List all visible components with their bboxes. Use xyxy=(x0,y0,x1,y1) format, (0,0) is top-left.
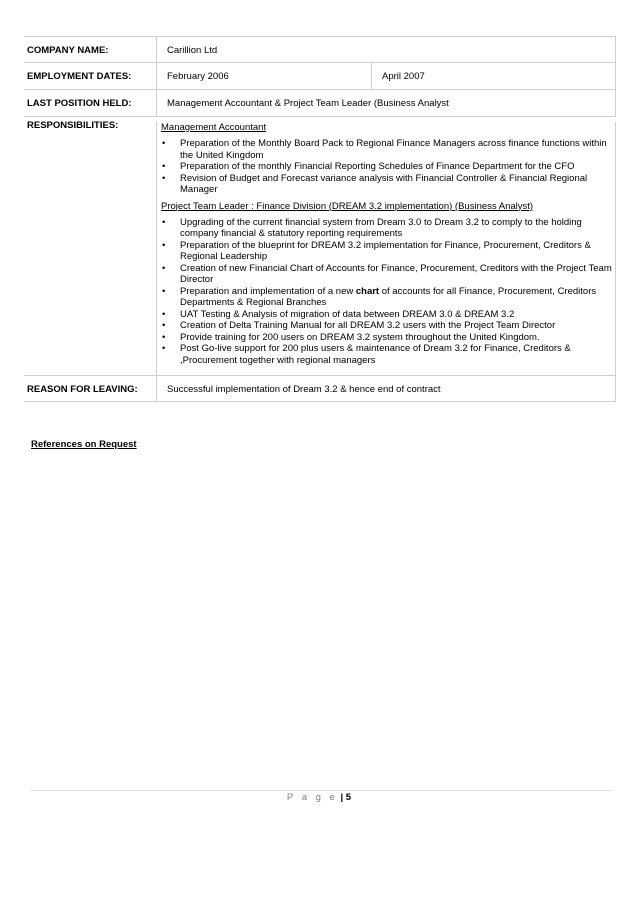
item-text-pre: Preparation and implementation of a new xyxy=(180,285,356,297)
item-text-bold: chart xyxy=(355,285,380,297)
list-item: • Provide training for 200 users on DREAM 3.2 system throughout the United Kingdom. xyxy=(161,332,615,344)
list-item: • Post Go-live support for 200 plus users & maintenance of Dream 3.2 for Finance, Creditors & ,Procurement together with regional managers xyxy=(161,343,615,366)
company-row xyxy=(24,36,616,62)
position-cell xyxy=(156,90,616,116)
employment-table xyxy=(24,36,616,402)
section2-list xyxy=(161,217,615,367)
list-item: • UAT Testing & Analysis of migration of data between DREAM 3.0 & DREAM 3.2 xyxy=(161,309,615,321)
page-word: P a g e xyxy=(286,792,338,803)
page-number xyxy=(0,792,638,803)
list-item: • Preparation of the Monthly Board Pack to Regional Finance Managers across finance functions within the United Kingdom xyxy=(161,138,615,161)
company-label: COMPANY NAME: xyxy=(27,45,109,56)
reason-label: REASON FOR LEAVING: xyxy=(27,384,138,395)
company-cell xyxy=(156,37,616,62)
dates-label: EMPLOYMENT DATES: xyxy=(27,71,132,82)
list-item: • Creation of Delta Training Manual for all DREAM 3.2 users with the Project Team Director xyxy=(161,320,615,332)
responsibilities-row xyxy=(24,116,616,375)
date-start: February 2006 xyxy=(167,71,229,82)
position-label: LAST POSITION HELD: xyxy=(27,98,132,109)
list-item: • Preparation of the monthly Financial Reporting Schedules of Finance Department for the CFO xyxy=(161,161,615,173)
page-sep: | 5 xyxy=(340,792,352,803)
list-item: • Upgrading of the current financial system from Dream 3.0 to Dream 3.2 to comply to the holding company financial & statutory reporting requirements xyxy=(161,217,615,240)
date-end: April 2007 xyxy=(382,71,425,82)
responsibilities-label: RESPONSIBILITIES: xyxy=(27,120,119,131)
position-row xyxy=(24,89,616,116)
item-text-post: of accounts for all Finance, Procurement, Creditors Departments & Regional Branches xyxy=(180,285,597,308)
section1-list xyxy=(161,138,615,196)
list-item: • Revision of Budget and Forecast variance analysis with Financial Controller & Financial Regional Manager xyxy=(161,173,615,196)
section1-heading: Management Accountant xyxy=(161,122,267,133)
list-item: • Preparation of the blueprint for DREAM 3.2 implementation for Finance, Procurement, Creditors & Regional Leadership xyxy=(161,240,615,263)
footer-divider xyxy=(30,790,612,791)
list-item: • Creation of new Financial Chart of Accounts for Finance, Procurement, Creditors with the Project Team Director xyxy=(161,263,615,286)
list-item xyxy=(161,286,615,309)
dates-cell xyxy=(156,63,616,89)
dates-divider xyxy=(371,63,372,89)
dates-row xyxy=(24,62,616,89)
position-value: Management Accountant & Project Team Leader (Business Analyst xyxy=(167,98,449,109)
references-note: References on Request xyxy=(31,439,137,450)
reason-row xyxy=(24,375,616,402)
section2-heading: Project Team Leader : Finance Division (DREAM 3.2 implementation) (Business Analyst) xyxy=(161,200,534,212)
reason-value: Successful implementation of Dream 3.2 & hence end of contract xyxy=(167,384,441,395)
company-value: Carillion Ltd xyxy=(167,45,218,56)
responsibilities-cell xyxy=(156,122,616,375)
reason-cell xyxy=(156,376,616,401)
